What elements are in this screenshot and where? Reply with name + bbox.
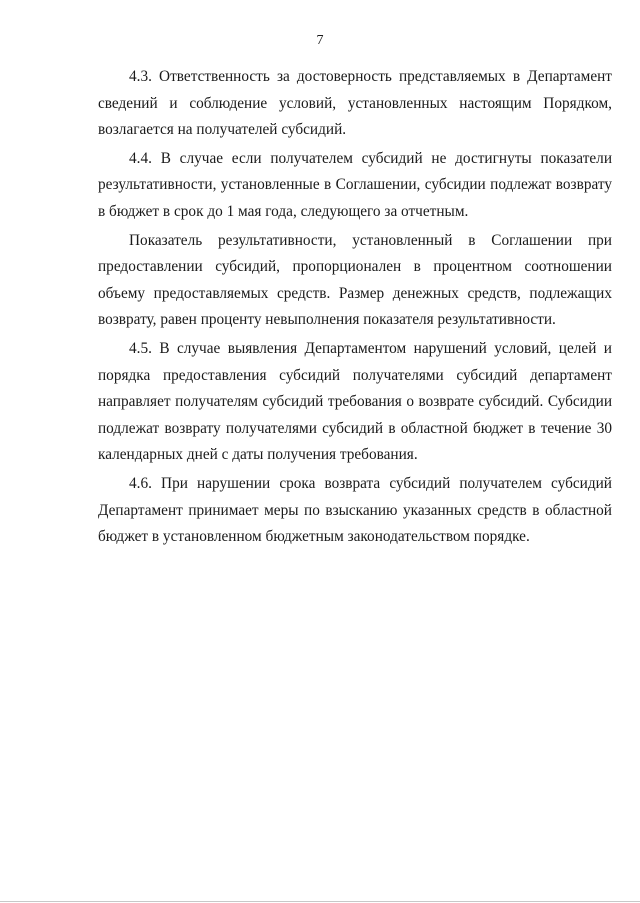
paragraph-4-3: 4.3. Ответственность за достоверность представляемых в Департамент сведений и соблюдение условий, установленных настоящим Порядком, возлагается на получателей субсидий. [98,68,612,139]
paragraph-4-4: 4.4. В случае если получателем субсидий не достигнуты показатели результативности, установленные в Соглашении, субсидии подлежат возврату в бюджет в срок до 1 мая года, следующего за отчетным. [98,149,612,220]
document-body [98,64,612,553]
paragraph-4-6: 4.6. При нарушении срока возврата субсидий получателем субсидий Департамент принимает меры по взысканию указанных средств в областной бюджет в установленном бюджетным законодательством порядке. [98,474,612,546]
page-number: 7 [316,33,324,48]
paragraph-performance-indicator: Показатель результативности, установленный в Соглашении при предоставлении субсидий, пропорционален в процентном соотношении объему предоставляемых средств. Размер денежных средств, подлежащих возврату, равен проценту невыполнения показателя результативности. [98,231,612,329]
page-bottom-edge [0,901,640,902]
paragraph-4-5: 4.5. В случае выявления Департаментом нарушений условий, целей и порядка предоставления субсидий получателями субсидий департамент направляет получателям субсидий требования о возврате субсидий. Субсидии подлежат возврату получателями субсидий в областной бюджет в течение 30 календарных дней с даты получения требования. [98,339,612,464]
